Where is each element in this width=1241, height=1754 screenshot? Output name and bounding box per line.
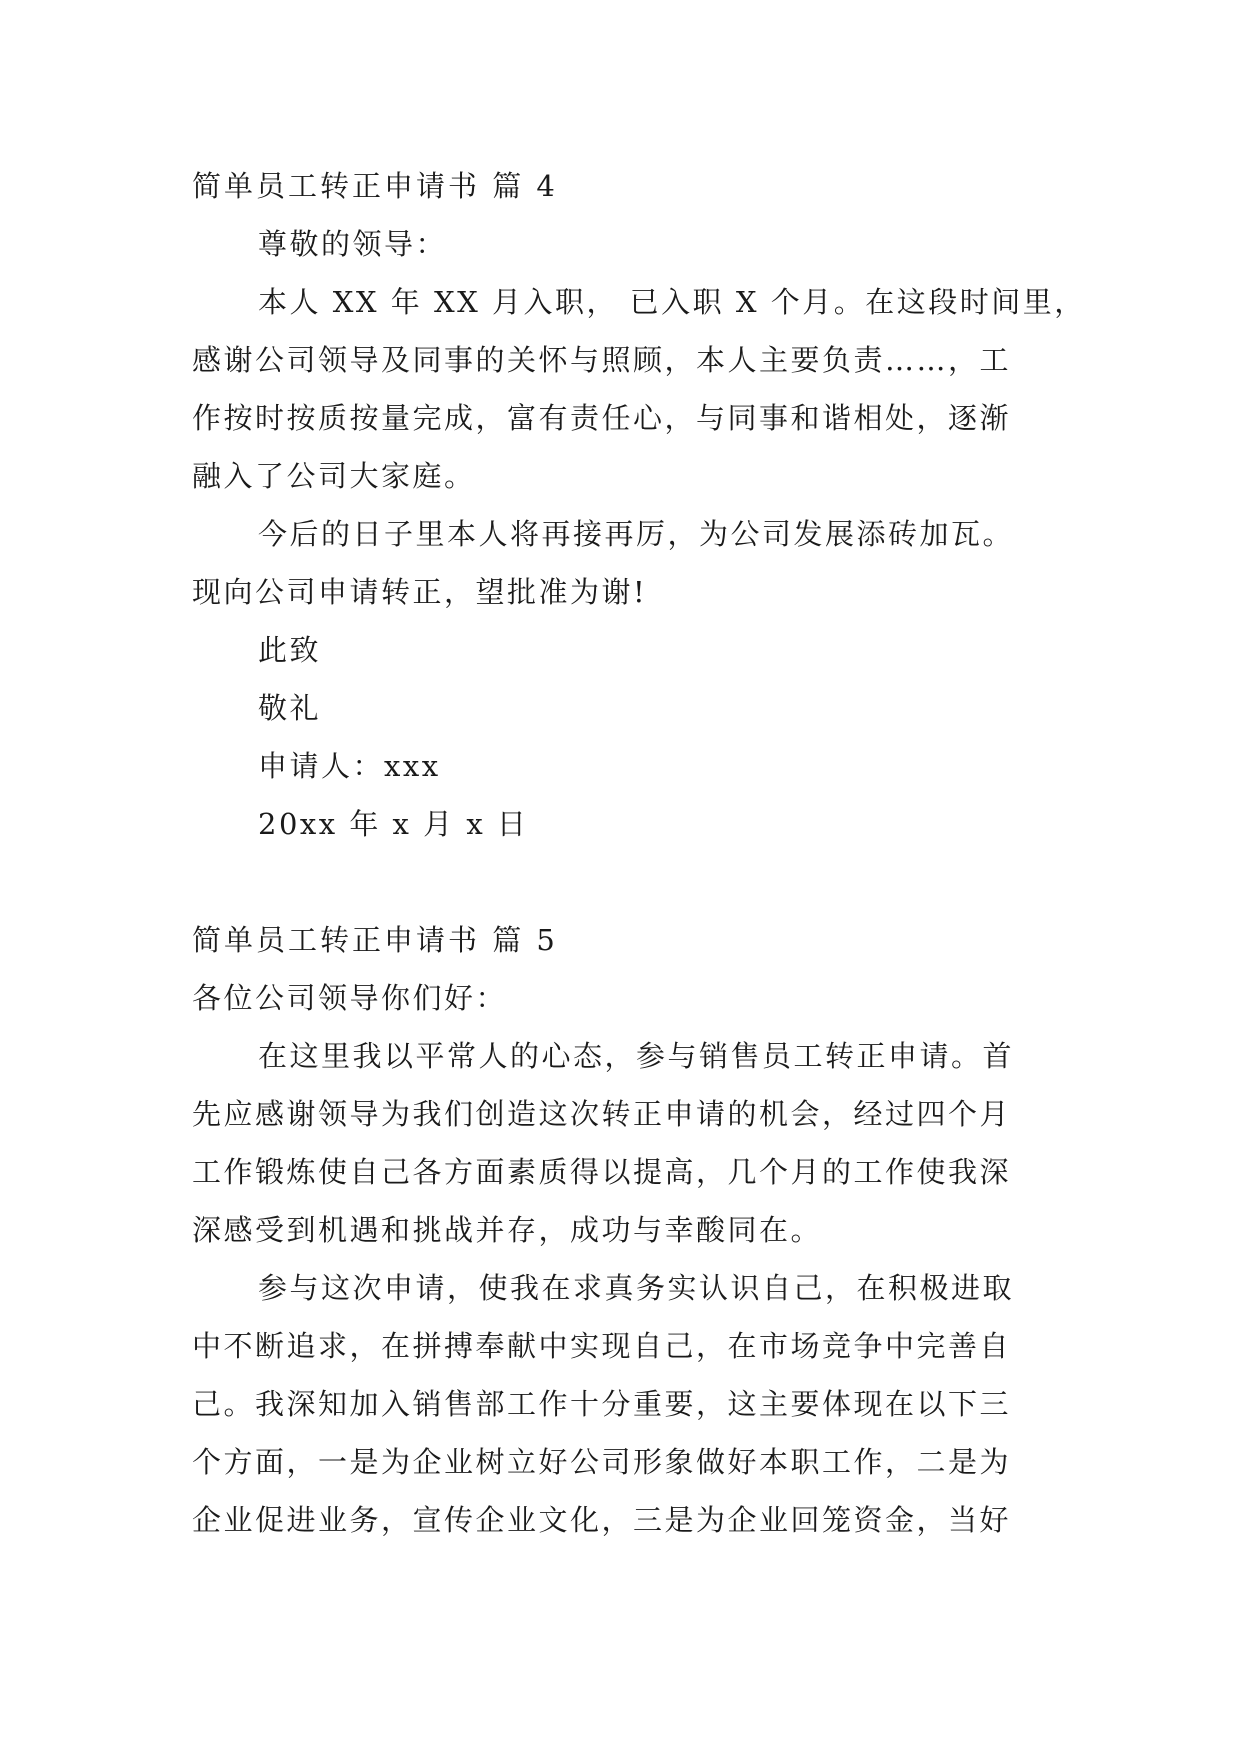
paragraph-line: 工作锻炼使自己各方面素质得以提高，几个月的工作使我深 [192, 1155, 1012, 1189]
date-line: 20xx 年 x 月 x 日 [258, 807, 529, 841]
paragraph-line: 深感受到机遇和挑战并存，成功与幸酸同在。 [192, 1213, 823, 1247]
paragraph-line: 参与这次申请，使我在求真务实认识自己，在积极进取 [258, 1271, 1015, 1305]
paragraph-line: 现向公司申请转正，望批准为谢! [192, 575, 648, 609]
closing-line-1: 此致 [258, 633, 322, 667]
section-5-salutation: 各位公司领导你们好： [192, 981, 508, 1015]
paragraph-line: 本人 XX 年 XX 月入职， 已入职 X 个月。在这段时间里， [258, 285, 1086, 319]
paragraph-line: 感谢公司领导及同事的关怀与照顾，本人主要负责……，工 [192, 343, 1012, 377]
paragraph-line: 先应感谢领导为我们创造这次转正申请的机会，经过四个月 [192, 1097, 1012, 1131]
applicant-line: 申请人：xxx [258, 749, 441, 783]
section-5-title: 简单员工转正申请书 篇 5 [192, 923, 558, 957]
paragraph-line: 在这里我以平常人的心态，参与销售员工转正申请。首 [258, 1039, 1015, 1073]
paragraph-line: 融入了公司大家庭。 [192, 459, 476, 493]
paragraph-line: 中不断追求，在拼搏奉献中实现自己，在市场竞争中完善自 [192, 1329, 1012, 1363]
section-4-title: 简单员工转正申请书 篇 4 [192, 169, 558, 203]
section-4-salutation: 尊敬的领导： [258, 227, 448, 261]
paragraph-line: 个方面，一是为企业树立好公司形象做好本职工作，二是为 [192, 1445, 1012, 1479]
paragraph-line: 作按时按质按量完成，富有责任心，与同事和谐相处，逐渐 [192, 401, 1012, 435]
closing-line-2: 敬礼 [258, 691, 322, 725]
paragraph-line: 今后的日子里本人将再接再厉，为公司发展添砖加瓦。 [258, 517, 1015, 551]
paragraph-line: 己。我深知加入销售部工作十分重要，这主要体现在以下三 [192, 1387, 1012, 1421]
paragraph-line: 企业促进业务，宣传企业文化，三是为企业回笼资金，当好 [192, 1503, 1012, 1537]
